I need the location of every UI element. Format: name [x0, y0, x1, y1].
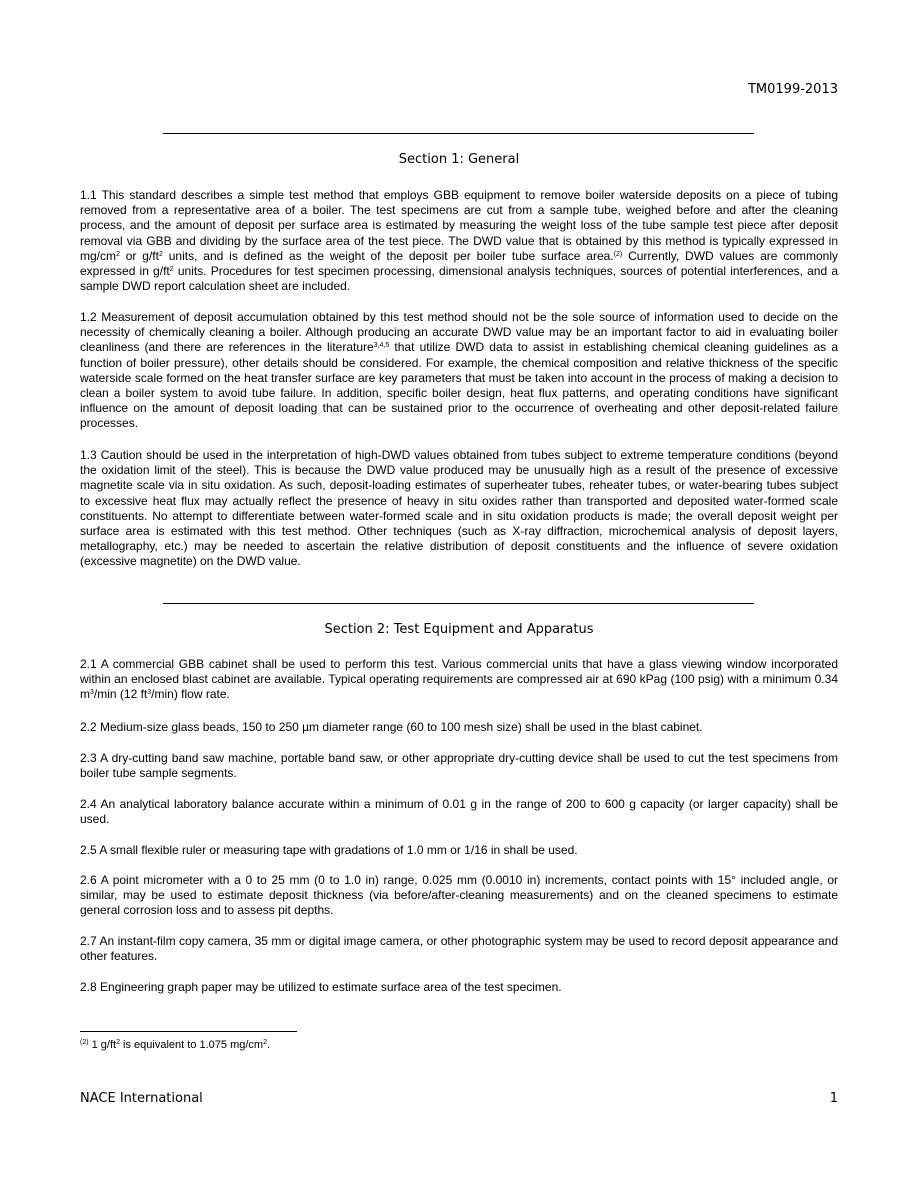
citation-reference: 3,4,5	[373, 342, 390, 350]
paragraph-2-1: 2.1 A commercial GBB cabinet shall be used to perform this test. Various commercial units that have a glass viewing window incorporated within an enclosed blast cabinet are available. Typical operating requirements are compressed air at 690 kPag (100 psig) with a minimum 0.34 $m^3/\min$ (12 $ft^3/\min$) flow rate.	[80, 657, 838, 702]
paragraph-1-2: 1.2 Measurement of deposit accumulation obtained by this test method should not be the sole source of information used to decide on the necessity of chemically cleaning a boiler. Although producing an accurate DWD value may be an important factor to aid in evaluating boiler cleanliness (and there are references in the literature$^{3,4,5}$ that utilize DWD data to assist in establishing chemical cleaning guidelines as a function of boiler pressure), other details should be considered. For example, the chemical composition and relative thickness of the specific waterside scale formed on the heat transfer surface are key parameters that must be taken into account in the process of making a decision to clean a boiler system to avoid tube failure. In addition, specific boiler design, heat flux patterns, and operating conditions have significant influence on the amount of deposit loading that can be sustained prior to the occurrence of overheating and other deposit-related failure processes.	[80, 310, 838, 431]
paragraph-2-6: 2.6 A point micrometer with a 0 to 25 mm (0 to 1.0 in) range, 0.025 mm (0.0010 in) increments, contact points with 15° included angle, or similar, may be used to estimate deposit thickness (via before/after-cleaning measurements) and on the cleaned specimens to estimate general corrosion loss and to assess pit depths.	[80, 873, 838, 918]
section-divider	[163, 603, 754, 604]
paragraph-1-1: 1.1 This standard describes a simple test method that employs GBB equipment to remove boiler waterside deposits on a piece of tubing removed from a representative area of a boiler. The test specimens are cut from a sample tube, weighed before and after the cleaning process, and the amount of deposit per surface area is estimated by measuring the weight loss of the tube sample test piece after deposit removal via GBB and dividing by the surface area of the test piece. The DWD value that is obtained by this method is typically expressed in $mg/cm^2$ or $g/ft^2$ units, and is defined as the weight of the deposit per boiler tube surface area.$^{(2)}$ Currently, DWD values are commonly expressed in $g/ft^2$ units. Procedures for test specimen processing, dimensional analysis techniques, sources of potential interferences, and a sample DWD report calculation sheet are included.	[80, 188, 838, 294]
document-id: TM0199-2013	[747, 82, 838, 97]
section-divider	[163, 133, 754, 134]
section-1-title: Section 1: General	[398, 152, 520, 167]
footer-publisher: NACE International	[80, 1091, 203, 1106]
paragraph-2-4: 2.4 An analytical laboratory balance accurate within a minimum of 0.01 g in the range of 200 to 600 g capacity (or larger capacity) shall be used.	[80, 797, 838, 827]
footnote-separator	[80, 1031, 297, 1032]
footnote: $^{(2)}$ 1 $g/ft^2$ is equivalent to 1.075 $mg/cm^2$.	[80, 1039, 271, 1051]
page-number: 1	[829, 1091, 838, 1106]
paragraph-1-3: 1.3 Caution should be used in the interpretation of high-DWD values obtained from tubes subject to extreme temperature conditions (beyond the oxidation limit of the steel). This is because the DWD value produced may be unusually high as a result of the presence of excessive magnetite scale via in situ oxidation. As such, deposit-loading estimates of superheater tubes, reheater tubes, or water-bearing tubes subject to excessive heat flux may actually reflect the presence of heavy in situ oxides rather than transported and deposited water-formed scale constituents. No attempt to differentiate between water-formed scale and in situ oxidation products is made; the overall deposit weight per surface area is estimated with this test method. Other techniques (such as X-ray diffraction, microchemical analysis of deposit layers, metallography, etc.) may be needed to ascertain the relative distribution of deposit constituents and the influence of severe oxidation (excessive magnetite) on the DWD value.	[80, 448, 838, 569]
footnote-reference: (2)	[613, 250, 623, 258]
paragraph-2-2: 2.2 Medium-size glass beads, 150 to 250 µm diameter range (60 to 100 mesh size) shall be used in the blast cabinet.	[80, 720, 703, 734]
paragraph-2-7: 2.7 An instant-film copy camera, 35 mm or digital image camera, or other photographic system may be used to record deposit appearance and other features.	[80, 934, 838, 964]
paragraph-2-5: 2.5 A small flexible ruler or measuring tape with gradations of 1.0 mm or 1/16 in shall be used.	[80, 843, 578, 857]
paragraph-2-3: 2.3 A dry-cutting band saw machine, portable band saw, or other appropriate dry-cutting device shall be used to cut the test specimens from boiler tube sample segments.	[80, 751, 838, 781]
section-2-title: Section 2: Test Equipment and Apparatus	[324, 622, 594, 637]
paragraph-2-8: 2.8 Engineering graph paper may be utilized to estimate surface area of the test specimen.	[80, 980, 562, 994]
